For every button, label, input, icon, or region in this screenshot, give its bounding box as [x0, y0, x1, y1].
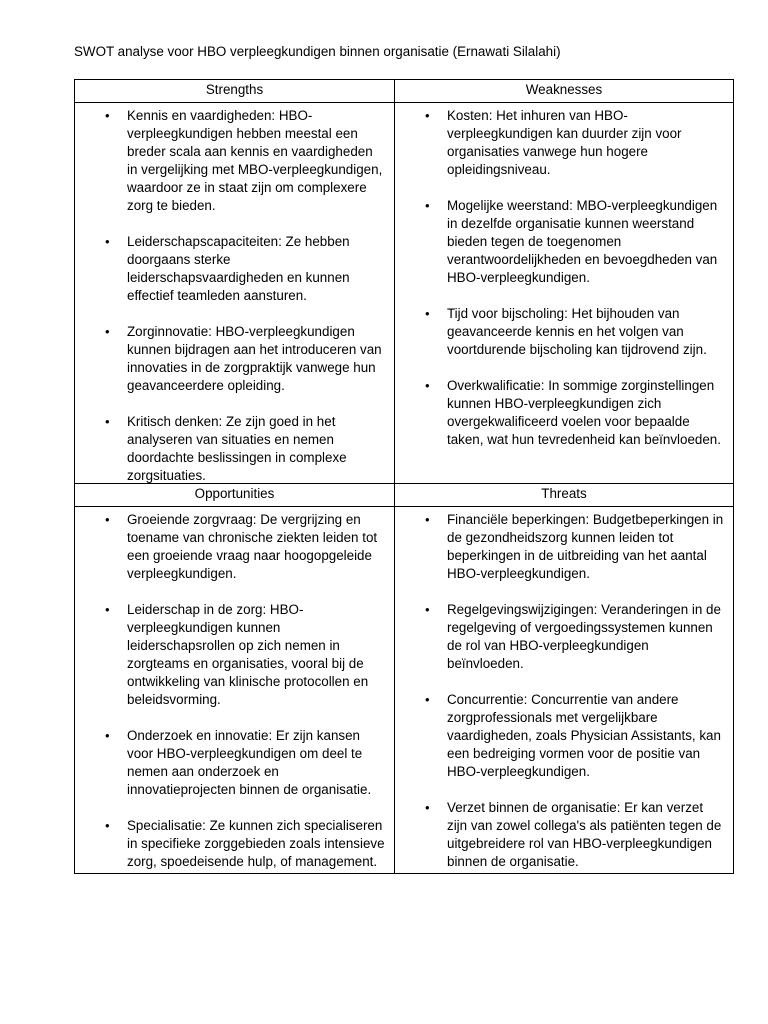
threat-item: • Financiële beperkingen: Budgetbeperkingen in de gezondheidszorg kunnen leiden tot beperkingen in de uitbreiding van het aantal HBO-verpleegkundigen. [447, 511, 725, 583]
weakness-item: • Overkwalificatie: In sommige zorginstellingen kunnen HBO-verpleegkundigen zich overgekwalificeerd voelen voor bepaalde taken, wat hun tevredenheid kan beïnvloeden. [447, 377, 725, 449]
strengths-cell [75, 103, 395, 484]
strengths-list [75, 103, 394, 483]
threat-item: • Verzet binnen de organisatie: Er kan verzet zijn van zowel collega's als patiënten tegen de uitgebreidere rol van HBO-verpleegkundigen binnen de organisatie. [447, 799, 725, 871]
threat-item: • Concurrentie: Concurrentie van andere zorgprofessionals met vergelijkbare vaardigheden, zoals Physician Assistants, kan een bedreiging vormen voor de positie van HBO-verpleegkundigen. [447, 691, 725, 781]
opportunity-item: • Specialisatie: Ze kunnen zich specialiseren in specifieke zorggebieden zoals intensieve zorg, spoedeisende hulp, of management. [127, 817, 386, 871]
opportunity-item: • Leiderschap in de zorg: HBO-verpleegkundigen kunnen leiderschapsrollen op zich nemen in zorgteams en organisaties, vooral bij de ontwikkeling van klinische protocollen en beleidsvorming. [127, 601, 386, 709]
strength-item: • Zorginnovatie: HBO-verpleegkundigen kunnen bijdragen aan het introduceren van innovaties in de zorgpraktijk vanwege hun geavanceerdere opleiding. [127, 323, 386, 395]
threats-list [395, 507, 733, 873]
header-row-bottom [75, 484, 734, 507]
opportunity-item: • Onderzoek en innovatie: Er zijn kansen voor HBO-verpleegkundigen om deel te nemen aan onderzoek en innovatieprojecten binnen de organisatie. [127, 727, 386, 799]
weakness-item: • Tijd voor bijscholing: Het bijhouden van geavanceerde kennis en het volgen van voortdurende bijscholing kan tijdrovend zijn. [447, 305, 725, 359]
page-title: SWOT analyse voor HBO verpleegkundigen binnen organisatie (Ernawati Silalahi) [74, 44, 561, 59]
strength-item: • Kennis en vaardigheden: HBO-verpleegkundigen hebben meestal een breder scala aan kennis en vaardigheden in vergelijking met MBO-verpleegkundigen, waardoor ze in staat zijn om complexere zorg te bieden. [127, 107, 386, 215]
threats-cell [395, 507, 734, 874]
strengths-header: Strengths [75, 80, 395, 103]
content-row-top [75, 103, 734, 484]
swot-table [74, 79, 734, 874]
opportunities-cell [75, 507, 395, 874]
weaknesses-list [395, 103, 733, 483]
opportunity-item: • Groeiende zorgvraag: De vergrijzing en toename van chronische ziekten leiden tot een groeiende vraag naar hoogopgeleide verpleegkundigen. [127, 511, 386, 583]
weaknesses-cell [395, 103, 734, 484]
strength-item: • Leiderschapscapaciteiten: Ze hebben doorgaans sterke leiderschapsvaardigheden en kunnen effectief teamleden aansturen. [127, 233, 386, 305]
threat-item: • Regelgevingswijzigingen: Veranderingen in de regelgeving of vergoedingssystemen kunnen de rol van HBO-verpleegkundigen beïnvloeden. [447, 601, 725, 673]
opportunities-list [75, 507, 394, 873]
weaknesses-header: Weaknesses [395, 80, 734, 103]
threats-header: Threats [395, 484, 734, 507]
weakness-item: • Mogelijke weerstand: MBO-verpleegkundigen in dezelfde organisatie kunnen weerstand bieden tegen de toegenomen verantwoordelijkheden en bevoegdheden van HBO-verpleegkundigen. [447, 197, 725, 287]
opportunities-header: Opportunities [75, 484, 395, 507]
content-row-bottom [75, 507, 734, 874]
header-row-top [75, 80, 734, 103]
strength-item: • Kritisch denken: Ze zijn goed in het analyseren van situaties en nemen doordachte beslissingen in complexe zorgsituaties. [127, 413, 386, 483]
weakness-item: • Kosten: Het inhuren van HBO-verpleegkundigen kan duurder zijn voor organisaties vanwege hun hogere opleidingsniveau. [447, 107, 725, 179]
